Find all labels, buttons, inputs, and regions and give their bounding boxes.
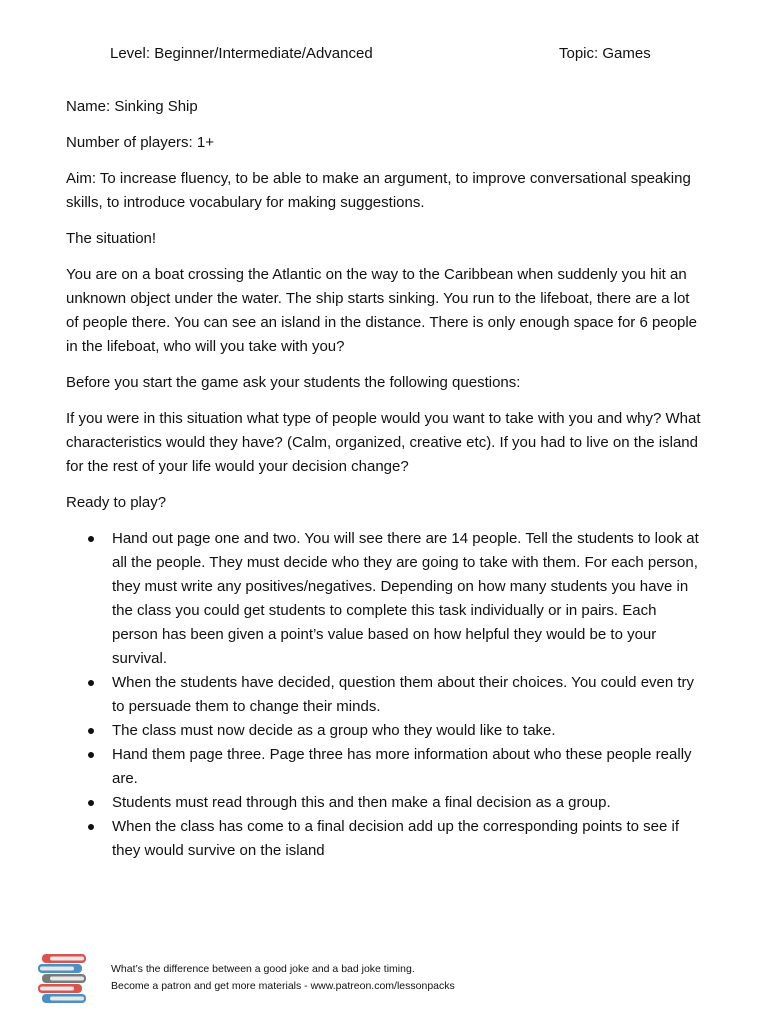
list-item-text: Hand out page one and two. You will see there are 14 people. Tell the students to look at all the people. They must decide who they are going to take with them. For each person, they must write any positives/negatives. Depending on how many students you have in the class you could get students to complete this task individually or in pairs. Each person has been given a point’s value based on how helpful they would be to your survival. xyxy=(112,530,699,667)
list-item xyxy=(112,815,706,863)
aim-paragraph: Aim: To increase fluency, to be able to make an argument, to improve conversational speaking skills, to introduce vocabulary for making suggestions. xyxy=(66,170,691,211)
list-item xyxy=(112,527,706,671)
instructions-list xyxy=(66,527,706,863)
list-item xyxy=(112,671,706,719)
footer-patron-link[interactable]: Become a patron and get more materials - www.patreon.com/lessonpacks xyxy=(111,980,455,992)
list-item xyxy=(112,743,706,791)
stacked-books-icon xyxy=(36,950,92,1004)
topic-label: Topic: Games xyxy=(559,45,651,62)
list-item xyxy=(112,719,706,743)
list-item xyxy=(112,791,706,815)
number-of-players: Number of players: 1+ xyxy=(66,134,214,151)
bullet-icon xyxy=(88,752,94,758)
footer xyxy=(36,950,736,1010)
list-item-text: Hand them page three. Page three has more information about who these people really are. xyxy=(112,746,692,787)
bullet-icon xyxy=(88,536,94,542)
before-you-start: Before you start the game ask your students the following questions: xyxy=(66,374,521,391)
situation-paragraph: You are on a boat crossing the Atlantic on the way to the Caribbean when suddenly you hit an unknown object under the water. The ship starts sinking. You run to the lifeboat, there are a lot of people there. You can see an island in the distance. There is only enough space for 6 people in the lifeboat, who will you take with you? xyxy=(66,266,698,355)
game-name: Name: Sinking Ship xyxy=(66,98,198,115)
list-item-text: Students must read through this and then make a final decision as a group. xyxy=(112,794,611,811)
bullet-icon xyxy=(88,824,94,830)
list-item-text: When the class has come to a final decision add up the corresponding points to see if they would survive on the island xyxy=(112,818,680,859)
questions-paragraph: If you were in this situation what type of people would you want to take with you and why? What characteristics would they have? (Calm, organized, creative etc). If you had to live on the island for the rest of your life would your decision change? xyxy=(66,410,701,475)
bullet-icon xyxy=(88,680,94,686)
worksheet-content xyxy=(66,95,706,863)
bullet-icon xyxy=(88,728,94,734)
situation-heading: The situation! xyxy=(66,230,157,247)
bullet-icon xyxy=(88,800,94,806)
ready-to-play: Ready to play? xyxy=(66,494,167,511)
level-label: Level: Beginner/Intermediate/Advanced xyxy=(110,45,373,62)
list-item-text: The class must now decide as a group who they would like to take. xyxy=(112,722,556,739)
footer-text xyxy=(111,961,455,995)
footer-joke: What’s the difference between a good joke and a bad joke timing. xyxy=(111,963,415,975)
list-item-text: When the students have decided, question them about their choices. You could even try to persuade them to change their minds. xyxy=(112,674,695,715)
